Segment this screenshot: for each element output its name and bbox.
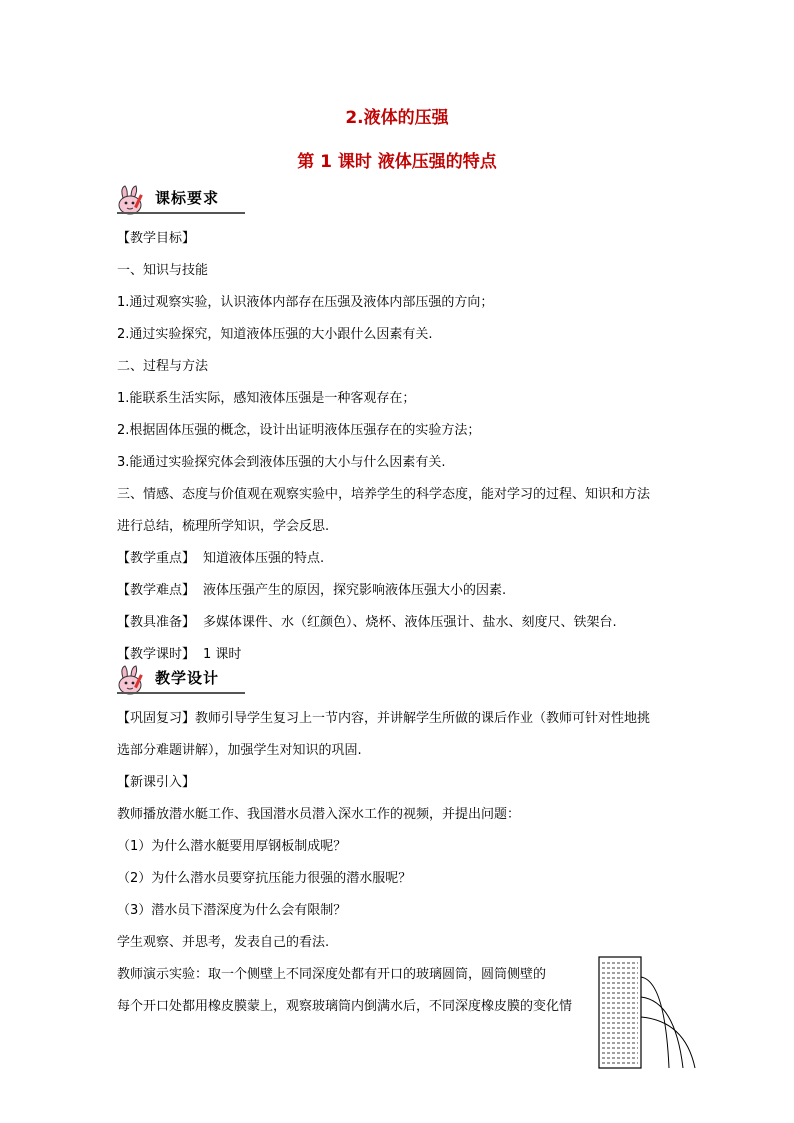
intro-line: 教师播放潜水艇工作、我国潜水员潜入深水工作的视频，并提出问题： xyxy=(117,807,521,822)
tools-line xyxy=(117,613,617,633)
water-jet-cylinder-diagram xyxy=(595,955,705,1070)
section-banner-standards xyxy=(117,184,247,216)
lesson-title: 2.液体的压强 xyxy=(345,108,449,128)
difficulty-line xyxy=(117,581,506,601)
tools-label: 【教具准备】 xyxy=(117,615,196,630)
key-points-text: 知道液体压强的特点. xyxy=(203,551,325,566)
review-line-1: 【巩固复习】教师引导学生复习上一节内容，并讲解学生所做的课后作业（教师可针对性地挑 xyxy=(117,711,651,726)
hours-text: 1 课时 xyxy=(203,647,242,662)
demo-line-1: 教师演示实验：取一个侧壁上不同深度处都有开口的玻璃圆筒，圆筒侧壁的 xyxy=(117,967,547,982)
process-item-3: 3.能通过实验探究体会到液体压强的大小与什么因素有关. xyxy=(117,455,446,470)
knowledge-heading: 一、知识与技能 xyxy=(117,263,209,278)
hours-label: 【教学课时】 xyxy=(117,647,196,662)
difficulty-label: 【教学难点】 xyxy=(117,583,196,598)
process-item-1: 1.能联系生活实际，感知液体压强是一种客观存在； xyxy=(117,391,416,406)
section-banner-design xyxy=(117,664,247,696)
demo-line-2: 每个开口处都用橡皮膜蒙上，观察玻璃筒内倒满水后，不同深度橡皮膜的变化情 xyxy=(117,999,573,1014)
difficulty-text: 液体压强产生的原因，探究影响液体压强大小的因素. xyxy=(203,583,507,598)
review-line-2: 选部分难题讲解），加强学生对知识的巩固. xyxy=(117,743,362,758)
question-1: （1）为什么潜水艇要用厚钢板制成呢？ xyxy=(117,839,347,854)
knowledge-item-1: 1.通过观察实验，认识液体内部存在压强及液体内部压强的方向； xyxy=(117,295,494,310)
water-lines xyxy=(602,963,638,1063)
intro-heading: 【新课引入】 xyxy=(117,775,196,790)
emotion-line-2: 进行总结，梳理所学知识，学会反思. xyxy=(117,519,330,534)
section-underline xyxy=(117,212,245,214)
lesson-subtitle: 第 1 课时 液体压强的特点 xyxy=(297,152,497,172)
emotion-line-1: 三、情感、态度与价值观在观察实验中，培养学生的科学态度，能对学习的过程、知识和方法 xyxy=(117,487,651,502)
section-label-standards: 课标要求 xyxy=(155,189,220,207)
tools-text: 多媒体课件、水（红颜色）、烧杯、液体压强计、盐水、刻度尺、铁架台. xyxy=(203,615,617,630)
key-points-line xyxy=(117,549,324,569)
hours-line xyxy=(117,645,241,665)
question-3: （3）潜水员下潜深度为什么会有限制？ xyxy=(117,903,347,918)
process-item-2: 2.根据固体压强的概念，设计出证明液体压强存在的实验方法； xyxy=(117,423,481,438)
goals-heading: 【教学目标】 xyxy=(117,231,196,246)
water-jets xyxy=(641,977,695,1068)
observation-line: 学生观察、并思考，发表自己的看法. xyxy=(117,935,330,950)
knowledge-item-2: 2.通过实验探究，知道液体压强的大小跟什么因素有关. xyxy=(117,327,433,342)
process-heading: 二、过程与方法 xyxy=(117,359,209,374)
section-underline xyxy=(117,692,245,694)
section-label-design: 教学设计 xyxy=(155,669,220,687)
cylinder-outline xyxy=(599,957,641,1068)
question-2: （2）为什么潜水员要穿抗压能力很强的潜水服呢？ xyxy=(117,871,412,886)
key-points-label: 【教学重点】 xyxy=(117,551,196,566)
